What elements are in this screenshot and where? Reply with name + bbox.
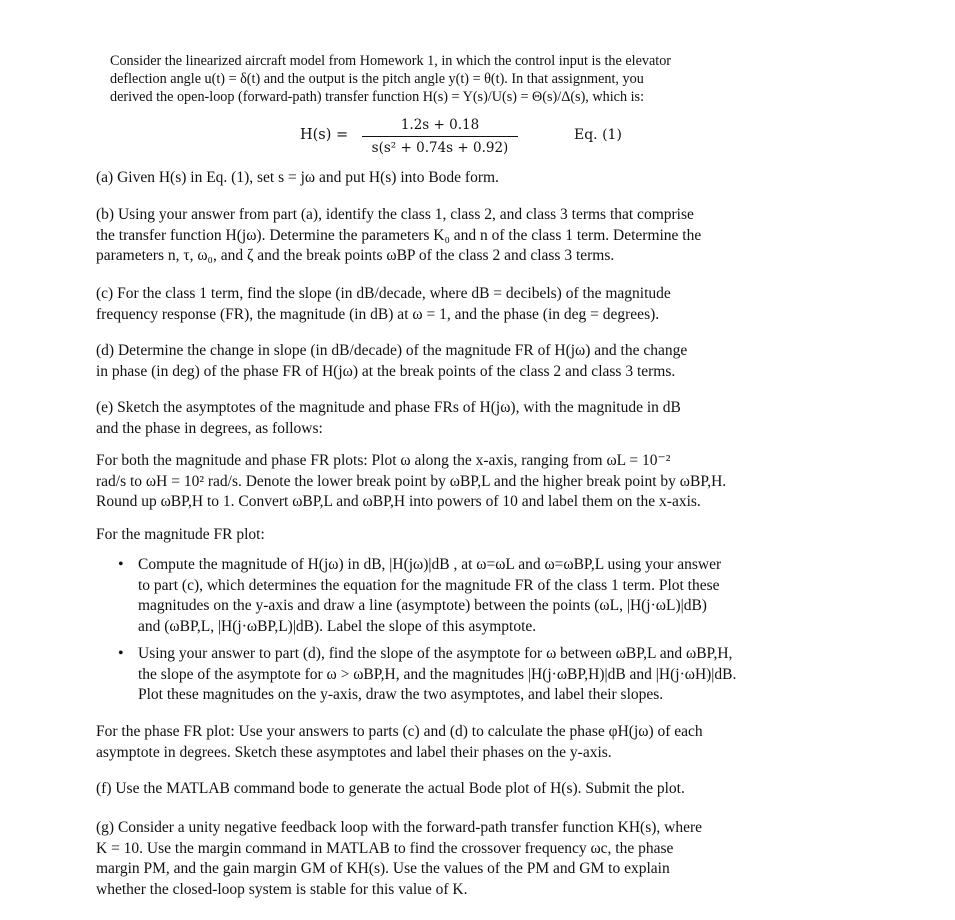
part-d-line-2: in phase (in deg) of the phase FR of H(jω) at the break points of the class 2 and class 3 terms. <box>96 362 676 380</box>
equation-lhs: H(s) = <box>300 127 349 143</box>
bullet-1-line-3: magnitudes on the y-axis and draw a line (asymptote) between the points (ωL, |H(j·ωL)|dB) <box>138 597 707 614</box>
bullet-item-1 <box>118 555 800 637</box>
intro-line-3: derived the open-loop (forward-path) transfer function H(s) = Y(s)/U(s) = Θ(s)/Δ(s), which is: <box>110 89 645 105</box>
equation-fraction <box>362 116 518 157</box>
equation-numerator: 1.2s + 0.18 <box>400 117 480 133</box>
part-g-line-2: K = 10. Use the margin command in MATLAB to find the crossover frequency ωc, the phase <box>96 839 674 857</box>
part-a-text: (a) Given H(s) in Eq. (1), set s = jω and put H(s) into Bode form. <box>96 169 499 186</box>
bullet-dot: • <box>118 645 124 662</box>
part-b-line-1: (b) Using your answer from part (a), identify the class 1, class 2, and class 3 terms that comprise <box>96 206 694 223</box>
bullet-2-line-3: Plot these magnitudes on the y-axis, draw the two asymptotes, and label their slopes. <box>138 686 664 703</box>
phase-line-1: For the phase FR plot: Use your answers to parts (c) and (d) to calculate the phase φH(jω) of each <box>96 723 703 740</box>
equation-label: Eq. (1) <box>574 127 622 143</box>
problem-intro <box>110 52 750 106</box>
part-g <box>96 818 806 900</box>
bullet-item-2 <box>118 644 800 706</box>
part-g-line-4: whether the closed-loop system is stable for this value of K. <box>96 880 468 898</box>
magnitude-heading-text: For the magnitude FR plot: <box>96 526 265 543</box>
magnitude-bullets <box>118 555 800 706</box>
magnitude-heading <box>96 525 806 546</box>
bullet-1-line-2: to part (c), which determines the equation for the magnitude FR of the class 1 term. Plot these <box>138 576 720 594</box>
transfer-function-equation <box>300 116 660 160</box>
bullet-2-line-1: Using your answer to part (d), find the slope of the asymptote for ω between ωBP,L and ωBP,H, <box>138 645 733 662</box>
part-d <box>96 341 806 382</box>
part-f-text: (f) Use the MATLAB command bode to generate the actual Bode plot of H(s). Submit the plot. <box>96 780 685 797</box>
equation-denominator: s(s² + 0.74s + 0.92) <box>371 140 509 156</box>
part-c-line-1: (c) For the class 1 term, find the slope (in dB/decade, where dB = decibels) of the magnitude <box>96 285 671 302</box>
fraction-bar <box>362 136 518 137</box>
intro-line-1: Consider the linearized aircraft model from Homework 1, in which the control input is the elevator <box>110 53 672 69</box>
part-e <box>96 398 806 439</box>
part-b-line-2: the transfer function H(jω). Determine the parameters K₀ and n of the class 1 term. Determine the <box>96 226 702 244</box>
part-g-line-1: (g) Consider a unity negative feedback loop with the forward-path transfer function KH(s), where <box>96 819 703 836</box>
part-f <box>96 779 806 800</box>
part-e-line-1: (e) Sketch the asymptotes of the magnitude and phase FRs of H(jω), with the magnitude in dB <box>96 399 681 416</box>
part-b-line-3: parameters n, τ, ω₀, and ζ and the break points ωBP of the class 2 and class 3 terms. <box>96 247 615 264</box>
both-line-2: rad/s to ωH = 10² rad/s. Denote the lower break point by ωBP,L and the higher break point by ωBP,H. <box>96 472 727 490</box>
part-g-line-3: margin PM, and the gain margin GM of KH(s). Use the values of the PM and GM to explain <box>96 860 670 877</box>
part-d-line-1: (d) Determine the change in slope (in dB/decade) of the magnitude FR of H(jω) and the change <box>96 342 688 359</box>
both-line-1: For both the magnitude and phase FR plots: Plot ω along the x-axis, ranging from ωL = 10⁻² <box>96 452 671 469</box>
part-b <box>96 205 806 267</box>
both-line-3: Round up ωBP,H to 1. Convert ωBP,L and ωBP,H into powers of 10 and label them on the x-axis. <box>96 493 701 510</box>
phase-instructions <box>96 722 806 763</box>
part-e-line-2: and the phase in degrees, as follows: <box>96 419 323 437</box>
part-c-line-2: frequency response (FR), the magnitude (in dB) at ω = 1, and the phase (in deg = degrees). <box>96 305 660 323</box>
bullet-2-line-2: the slope of the asymptote for ω > ωBP,H, and the magnitudes |H(j·ωBP,H)|dB and |H(j·ωH)|dB. <box>138 665 737 683</box>
part-a <box>96 168 806 189</box>
intro-line-2: deflection angle u(t) = δ(t) and the output is the pitch angle y(t) = θ(t). In that assignment, you <box>110 71 644 87</box>
phase-line-2: asymptote in degrees. Sketch these asymptotes and label their phases on the y-axis. <box>96 743 612 761</box>
part-c <box>96 284 806 325</box>
both-plots-instructions <box>96 451 806 513</box>
bullet-1-line-4: and (ωBP,L, |H(j·ωBP,L)|dB). Label the slope of this asymptote. <box>138 617 537 635</box>
bullet-1-line-1: Compute the magnitude of H(jω) in dB, |H(jω)|dB , at ω=ωL and ω=ωBP,L using your answer <box>138 556 722 573</box>
bullet-dot: • <box>118 556 124 573</box>
